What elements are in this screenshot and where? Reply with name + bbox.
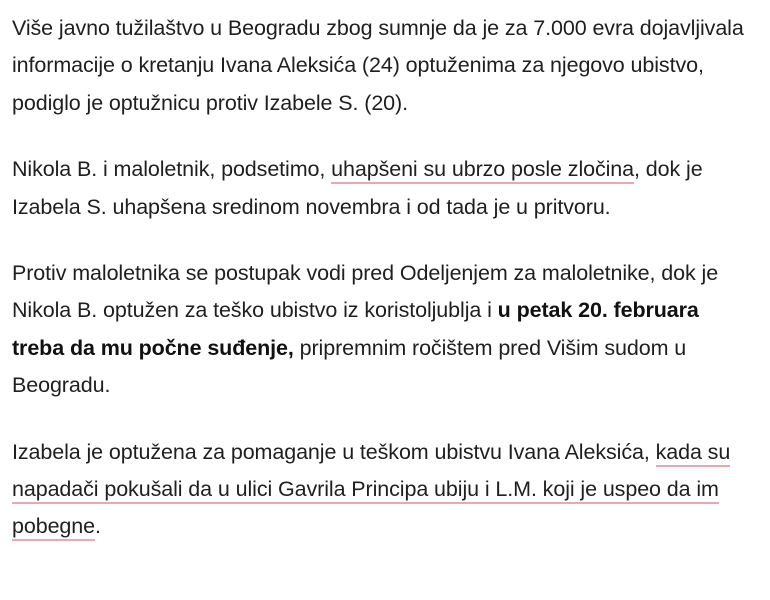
- paragraph-1: [12, 10, 756, 122]
- paragraph-4: [12, 434, 756, 546]
- paragraph-3-text-after: pripremnim ročištem pred Višim sudom u Beogradu.: [12, 335, 687, 398]
- paragraph-2-text-before: Nikola B. i maloletnik, podsetimo,: [12, 157, 332, 182]
- attack-article-link[interactable]: kada su napadači pokušali da u ulici Gavrila Principa ubiju i L.M. koji je uspeo da im pobegne: [12, 440, 730, 542]
- trial-date-highlight: u petak 20. februara treba da mu počne suđenje,: [12, 298, 699, 360]
- paragraph-1-text: Više javno tužilaštvo u Beogradu zbog sumnje da je za 7.000 evra dojavljivala informacije o kretanju Ivana Aleksića (24) optuženima za njegovo ubistvo, podiglo je optužnicu protiv Izabele S. (20).: [12, 16, 744, 115]
- paragraph-3: [12, 255, 756, 405]
- paragraph-2: [12, 151, 756, 226]
- paragraph-2-text-after: , dok je Izabela S. uhapšena sredinom novembra i od tada je u pritvoru.: [12, 157, 703, 219]
- paragraph-3-text-before: Protiv maloletnika se postupak vodi pred Odeljenjem za maloletnike, dok je Nikola B. optužen za teško ubistvo iz koristoljublja i: [12, 261, 719, 323]
- paragraph-4-text-after: .: [95, 514, 101, 539]
- arrest-article-link[interactable]: uhapšeni su ubrzo posle zločina: [331, 157, 634, 184]
- paragraph-4-text-before: Izabela je optužena za pomaganje u teškom ubistvu Ivana Aleksića,: [12, 439, 656, 464]
